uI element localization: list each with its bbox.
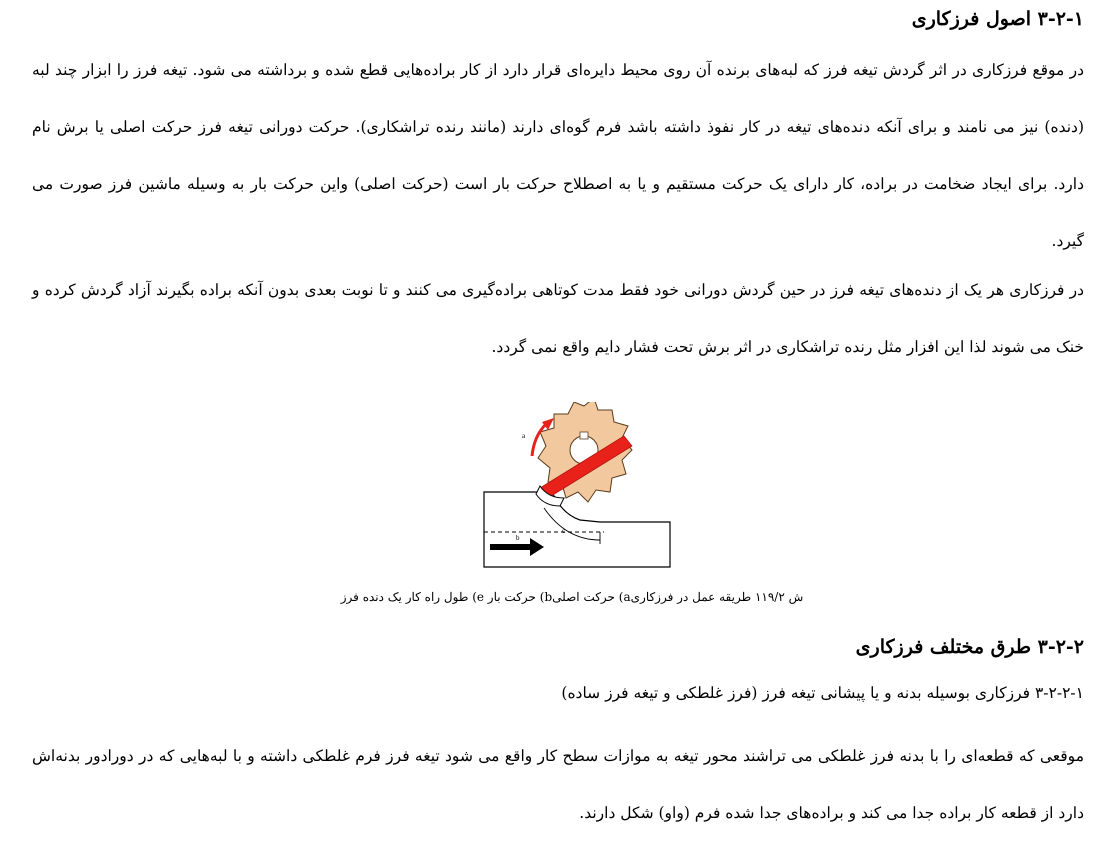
label-c: c: [562, 527, 566, 535]
paragraph-peripheral-milling: موقعی که قطعه‌ای را با بدنه فرز غلطکی می تراشند محور تیغه به موازات سطح کار واقع می شود تیغه فرز فرم غلطکی داشته و با لبه‌هایی که در دورادور بدنه‌اش دارد از قطعه کار براده جدا می کند و براده‌های جدا شده فرم (واو) شکل دارند.: [32, 747, 1084, 822]
figure-caption: ش ۱۱۹/۲ طریقه عمل در فرزکاریa) حرکت اصلیb) حرکت بار e) طول راه کار یک دنده فرز: [340, 590, 804, 604]
workpiece: [484, 492, 670, 567]
milling-diagram: [482, 402, 672, 572]
heading-methods: ۳-۲-۲ طرق مختلف فرزکاری: [855, 636, 1084, 658]
paragraph-principles-1: در موقع فرزکاری در اثر گردش تیغه فرز که لبه‌های برنده آن روی محیط دایره‌ای قرار دارد از کار براده‌هایی قطع شده و برداشته می شود. تیغه فرز را ابزار چند لبه (دنده) نیز می نامند و برای آنکه دنده‌های تیغه در کار نفوذ داشته باشد فرم گوه‌ای دارند (مانند رنده تراشکاری). حرکت دورانی تیغه فرز حرکت اصلی یا برش نام دارد. برای ایجاد ضخامت در براده، کار دارای یک حرکت مستقیم و یا به اصطلاح حرکت بار است (حرکت اصلی) واین حرکت بار به وسیله ماشین فرز صورت می گیرد.: [32, 61, 1084, 250]
heading-principles: ۳-۲-۱ اصول فرزکاری: [911, 8, 1084, 30]
milling-figure: [482, 402, 672, 572]
label-b: b: [516, 534, 520, 542]
paragraph-principles-2: در فرزکاری هر یک از دنده‌های تیغه فرز در حین گردش دورانی خود فقط مدت کوتاهی براده‌گیری می کنند و تا نوبت بعدی بدون آنکه براده بگیرند آزاد گردش کرده و خنک می شوند لذا این افزار مثل رنده تراشکاری در اثر برش تحت فشار دایم واقع نمی گردد.: [32, 281, 1084, 356]
label-a: a: [522, 432, 526, 440]
subheading-peripheral-milling: ۳-۲-۲-۱ فرزکاری بوسیله بدنه و یا پیشانی تیغه فرز (فرز غلطکی و تیغه فرز ساده): [561, 684, 1084, 702]
feed-arrow-shaft: [490, 544, 532, 550]
